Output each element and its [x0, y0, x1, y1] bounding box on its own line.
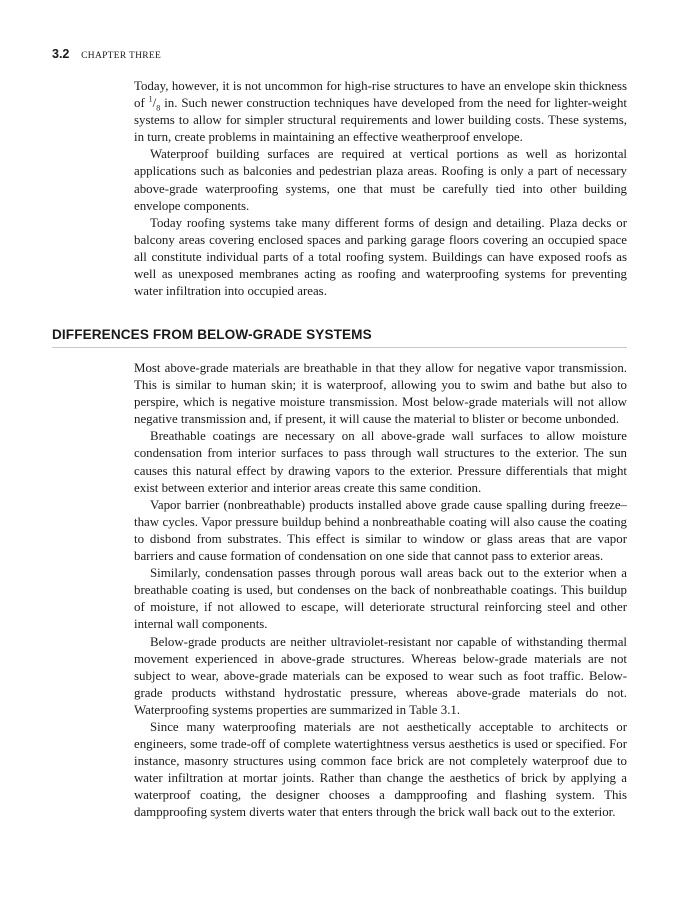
fraction-numerator: 1: [148, 94, 153, 104]
paragraph: Breathable coatings are necessary on all above-grade wall surfaces to allow moisture condensation from interior surfaces to pass through wall structures to the exterior. The sun causes this natural effect by drawing vapors to the exterior. Pressure differentials that might exist between exterior and interior areas create this same condition.: [134, 429, 627, 495]
paragraph: Similarly, condensation passes through porous wall areas back out to the exterior when a breathable coating is used, but condenses on the back of nonbreathable coatings. This buildup of moisture, if not allowed to escape, will deteriorate structural reinforcing steel and other internal wall components.: [134, 566, 627, 632]
paragraph: Since many waterproofing materials are not aesthetically acceptable to architects or engineers, some trade-off of complete watertightness versus aesthetics is used or specified. For instance, masonry structures using common face brick are not completely waterproof due to water infiltration at mortar joints. Rather than change the aesthetics of brick by applying a waterproof coating, the designer chooses a dampproofing and flashing system. This dampproofing system diverts water that enters through the brick wall back out to the exterior.: [134, 719, 627, 820]
paragraph: Below-grade products are neither ultraviolet-resistant nor capable of withstanding thermal movement experienced in above-grade structures. Whereas below-grade materials are not subject to wear, above-grade materials can be exposed to wear such as foot traffic. Below-grade products withstand hydrostatic pressure, whereas above-grade materials do not. Waterproofing systems properties are summarized in Table 3.1.: [134, 634, 627, 717]
paragraph: Most above-grade materials are breathable in that they allow for negative vapor transmission. This is similar to human skin; it is waterproof, allowing you to swim and bathe but also to perspire, which is negative moisture transmission. Most below-grade materials will not allow negative transmission and, if present, it will cause the material to blister or become unbonded.: [134, 361, 627, 427]
intro-text: [134, 78, 627, 300]
page-header: [52, 47, 161, 63]
section-text: [134, 360, 627, 822]
running-head: CHAPTER THREE: [81, 51, 162, 61]
fraction-denominator: 8: [156, 103, 161, 113]
paragraph: Waterproof building surfaces are required at vertical portions as well as horizontal applications such as balconies and pedestrian plaza areas. Roofing is only a part of necessary above-grade waterproofing systems, one that must be carefully tied into other building envelope components.: [134, 147, 627, 213]
paragraph: Today roofing systems take many different forms of design and detailing. Plaza decks or balcony areas covering enclosed spaces and parking garage floors covering an occupied space all constitute individual parts of a total roofing system. Buildings can have exposed roofs as well as unexposed membranes acting as roofing and waterproofing systems for preventing water infiltration into occupied areas.: [134, 215, 627, 299]
page-number: 3.2: [52, 47, 70, 61]
section-heading: DIFFERENCES FROM BELOW-GRADE SYSTEMS: [52, 325, 627, 348]
paragraph: Today, however, it is not uncommon for high-rise structures to have an envelope skin thickness of $^1/_8$ in. Such newer construction techniques have developed from the need for lighter-weight systems to allow for simpler structural requirements and lower building costs. These systems, in turn, create problems in maintaining an effective weatherproof envelope.: [134, 79, 627, 145]
paragraph: Vapor barrier (nonbreathable) products installed above grade cause spalling during freeze–thaw cycles. Vapor pressure buildup behind a nonbreathable coating will also cause the coating to disbond from substrates. This effect is similar to window or glass areas that are vapor barriers and cause formation of condensation on one side that cannot pass to exterior areas.: [134, 497, 627, 564]
